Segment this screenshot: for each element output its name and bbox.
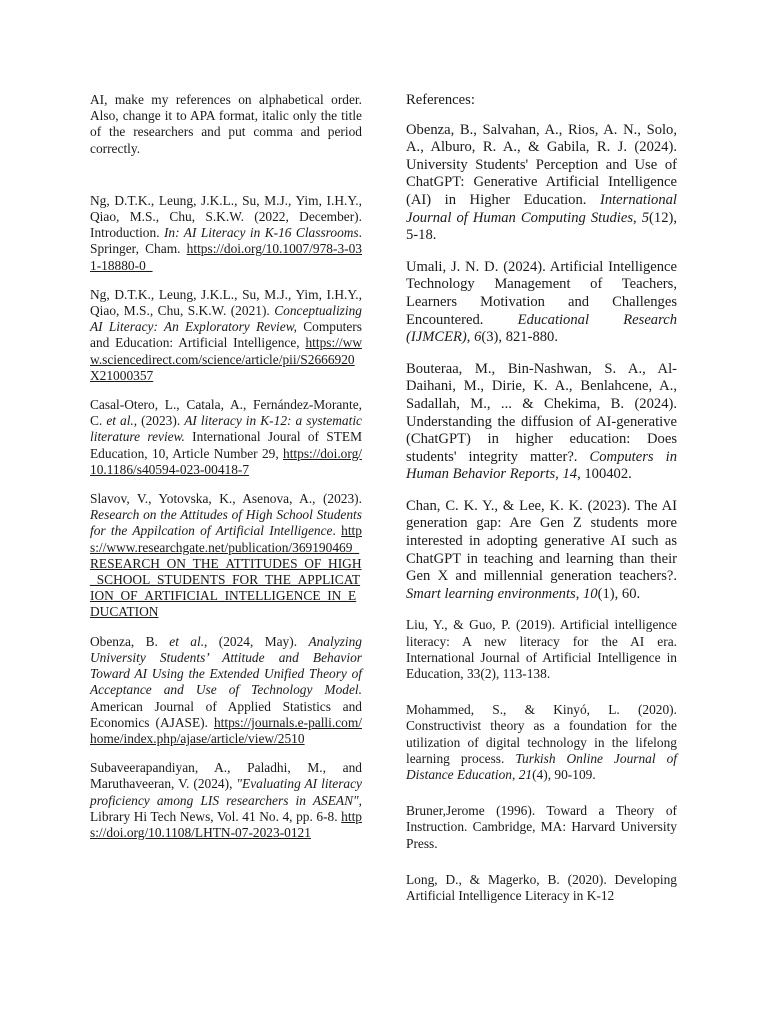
ref-date: , (2024, May).	[204, 633, 309, 649]
ref-pages: (1), 60.	[597, 585, 641, 602]
ref-authors: Umali, J. N. D. (2024). Artificial Intelligence Technology Management of Teachers, Learners Motivation and Challenges Encountered.	[406, 258, 677, 328]
ref-authors: Subaveerapandiyan, A., Paladhi, M., and Maruthaveeran, V. (2024),	[90, 760, 362, 792]
ref-volume: 10	[583, 585, 598, 602]
ref-pages: (12), 5-18.	[406, 209, 677, 244]
left-reference	[90, 760, 362, 841]
right-reference	[406, 702, 677, 783]
ref-authors: Bouteraa, M., Bin-Nashwan, S. A., Al-Daihani, M., Dirie, K. A., Benlahcene, A., Sadallah, M., ... & Chekima, B. (2024). Understanding the diffusion of AI-generative (ChatGPT) in higher education: Does students' integrity matter?.	[406, 360, 677, 465]
right-column	[406, 92, 677, 918]
ref-etal: et al.	[169, 633, 205, 649]
ref-separator: ,	[633, 209, 642, 226]
left-column	[90, 92, 362, 854]
left-reference	[90, 193, 362, 274]
ref-separator: ,	[555, 466, 563, 483]
ref-title: "Evaluating AI literacy proficiency among LIS researchers in ASEAN"	[90, 776, 363, 808]
ref-source: American Journal of Applied Statistics and Economics (AJASE).	[90, 698, 362, 730]
ref-authors: Ng, D.T.K., Leung, J.K.L., Su, M.J., Yim, I.H.Y., Qiao, M.S., Chu, S.K.W. (2021).	[90, 286, 362, 319]
ref-pages: , 100402.	[577, 466, 632, 483]
ref-separator: ,	[575, 585, 583, 602]
ref-volume: 21	[518, 767, 533, 783]
ref-authors: Casal-Otero, L., Catala, A., Fernández-Morante, C.	[90, 397, 362, 429]
ref-source: . Springer, Cham.	[90, 225, 363, 257]
ref-journal: Smart learning environments	[406, 585, 576, 602]
right-reference	[406, 498, 677, 604]
ref-etal: et al.	[106, 413, 134, 429]
ref-separator: ,	[466, 329, 475, 346]
ref-link[interactable]: https://www.researchgate.net/publication/369190469_RESEARCH_ON_THE_ATTITUDES_OF_HIGH_SCHOOL_STUDENTS_FOR_THE_APPLICATION_OF_ARTIFICIAL_INTELLIGENCE_IN_EDUCATION	[90, 523, 362, 620]
ref-source: Computers and Education: Artificial Intelligence,	[90, 319, 362, 351]
ref-link[interactable]: https://www.sciencedirect.com/science/article/pii/S2666920X21000357	[90, 335, 362, 383]
ref-journal: Educational Research (IJMCER)	[406, 311, 678, 346]
ref-link[interactable]: https://doi.org/10.1108/LHTN-07-2023-0121	[90, 808, 362, 840]
ref-link[interactable]: https://doi.org/10.1007/978-3-031-18880-0_	[90, 241, 362, 273]
ref-authors: Mohammed, S., & Kinyó, L. (2020). Constructivist theory as a foundation for the utilization of digital technology in the lifelong learning process.	[406, 702, 677, 766]
ref-volume: 14	[562, 466, 578, 483]
references-heading: References:	[406, 92, 475, 108]
right-reference	[406, 617, 677, 682]
ref-authors: Slavov, V., Yotovska, K., Asenova, A., (2023).	[90, 491, 362, 507]
ref-text: Liu, Y., & Guo, P. (2019). Artificial intelligence literacy: A new literacy for the AI era. International Journal of Artificial Intelligence in Education, 33(2), 113-138.	[406, 617, 677, 682]
ref-source: , Library Hi Tech News, Vol. 41 No. 4, pp. 6-8.	[90, 792, 362, 824]
ref-date: , (2023).	[133, 413, 185, 429]
left-reference	[90, 634, 362, 747]
ref-separator: ,	[512, 767, 519, 783]
ref-title: In: AI Literacy in K-16 Classrooms	[163, 225, 359, 241]
ref-pages: (3), 821-880.	[481, 329, 558, 346]
right-reference	[406, 872, 677, 904]
ref-journal: International Journal of Human Computing Studies	[406, 191, 677, 226]
ref-authors: Ng, D.T.K., Leung, J.K.L., Su, M.J., Yim, I.H.Y., Qiao, M.S., Chu, S.K.W. (2022, December). Introduction.	[90, 192, 362, 241]
ref-journal: Computers in Human Behavior Reports	[406, 448, 677, 483]
ref-title: Conceptualizing AI Literacy: An Exploratory Review,	[90, 303, 362, 335]
ref-volume: 6	[474, 329, 482, 346]
right-reference	[406, 361, 677, 484]
ref-authors: Obenza, B.	[90, 633, 170, 649]
right-reference	[406, 259, 677, 347]
ref-source: International Joural of STEM Education, 10, Article Number 29,	[90, 429, 362, 461]
ref-volume: 5	[641, 209, 650, 226]
instruction-text: AI, make my references on alphabetical order. Also, change it to APA format, italic only the title of the researchers and put comma and period correctly.	[90, 92, 362, 156]
ref-text: Bruner,Jerome (1996). Toward a Theory of Instruction. Cambridge, MA: Harvard University Press.	[406, 803, 677, 851]
ref-link[interactable]: https://doi.org/10.1186/s40594-023-00418-7	[90, 445, 362, 477]
ref-title: Research on the Attitudes of High School Students for the Appilcation of Artificial Intelligence	[90, 507, 362, 539]
ref-source: .	[332, 523, 342, 539]
right-reference	[406, 803, 677, 852]
ref-link[interactable]: https://journals.e-palli.com/home/index.php/ajase/article/view/2510	[90, 714, 362, 746]
ref-pages: (4), 90-109.	[532, 767, 596, 783]
ref-text: Long, D., & Magerko, B. (2020). Developing Artificial Intelligence Literacy in K-12	[406, 871, 677, 904]
ref-authors: Chan, C. K. Y., & Lee, K. K. (2023). The AI generation gap: Are Gen Z students more interested in adopting generative AI such as ChatGPT in teaching and learning than their Gen X and millennial generation teachers?.	[406, 497, 677, 585]
ref-journal: Turkish Online Journal of Distance Education	[406, 750, 677, 783]
ref-title: Analyzing University Students’ Attitude and Behavior Toward AI Using the Extended Unified Theory of Acceptance and Use of Technology Model.	[90, 633, 362, 698]
left-reference	[90, 491, 362, 621]
right-reference	[406, 122, 677, 245]
ref-authors: Obenza, B., Salvahan, A., Rios, A. N., Solo, A., Alburo, R. A., & Gabila, R. J. (2024). University Students' Perception and Use of ChatGPT: Generative Artificial Intelligence (AI) in Higher Education.	[406, 121, 677, 208]
left-reference	[90, 397, 362, 478]
left-reference	[90, 287, 362, 384]
ref-title: AI literacy in K-12: a systematic literature review.	[90, 413, 363, 445]
